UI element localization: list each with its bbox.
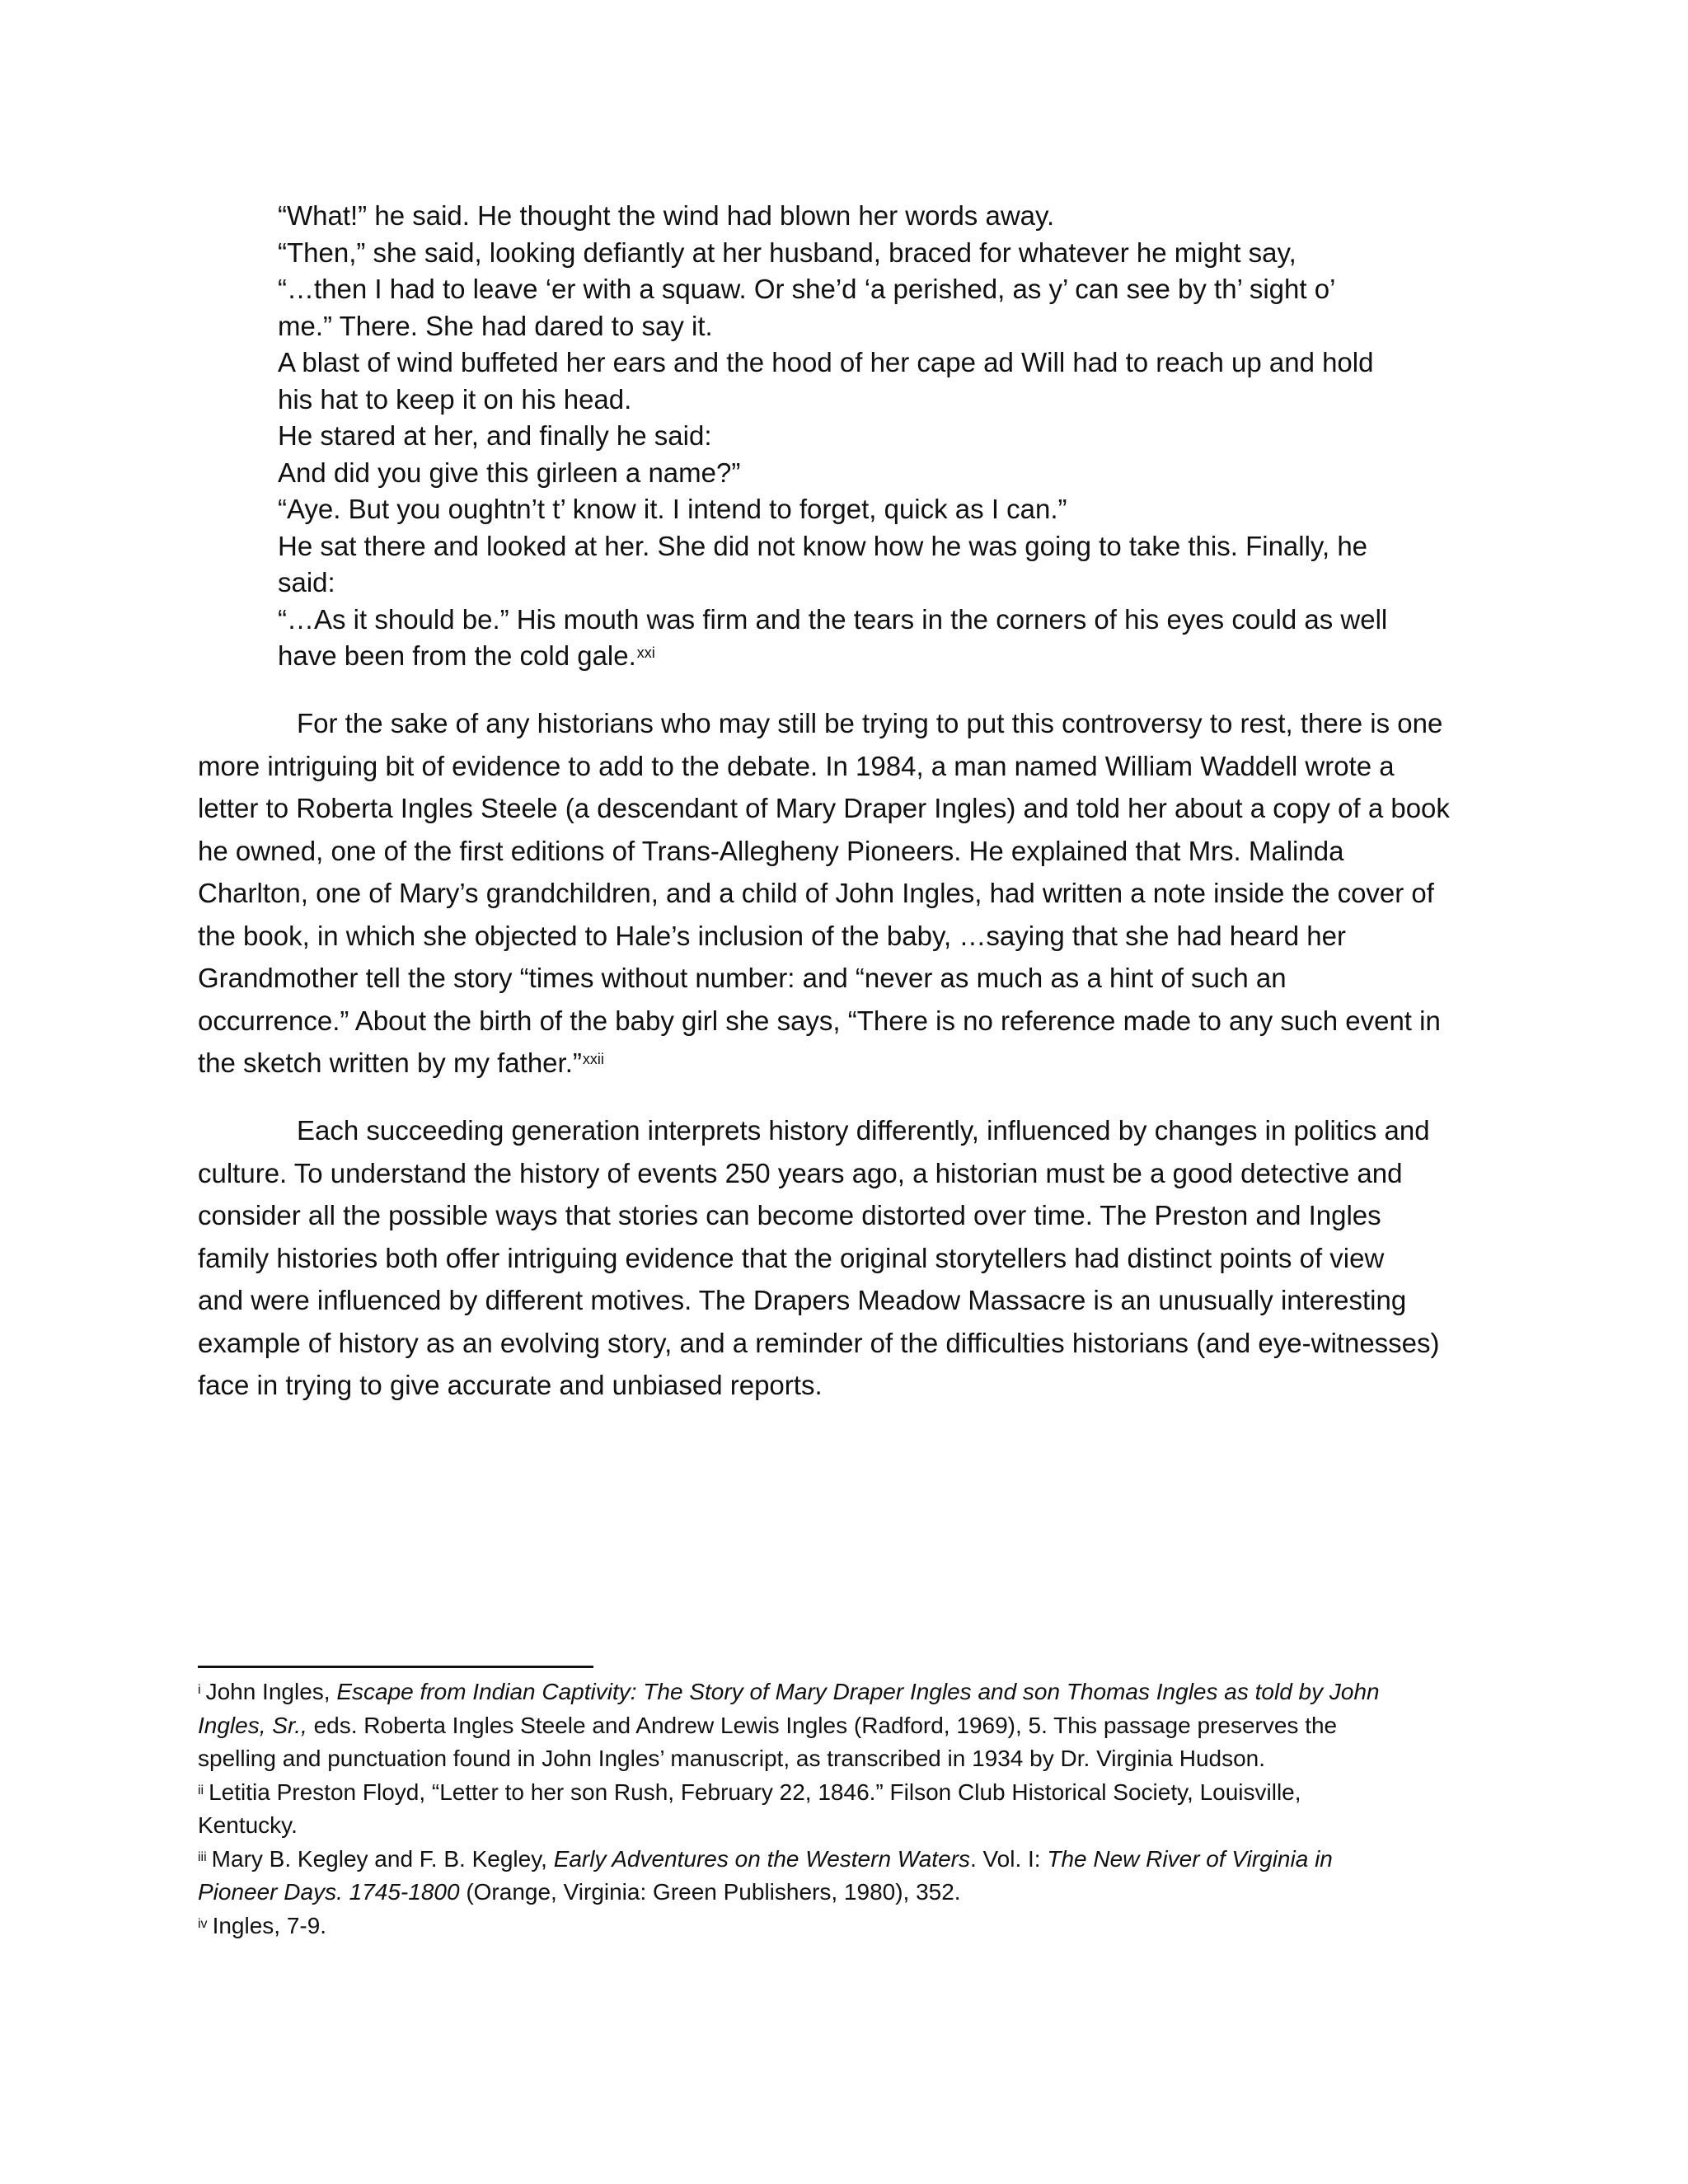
paragraph-line: more intriguing bit of evidence to add to the debate. In 1984, a man named William Waddell wrote a — [198, 750, 1395, 781]
dialogue-line: said: — [278, 567, 335, 598]
footnote-title: Escape from Indian Captivity: The Story of Mary Draper Ingles and son Thomas Ingles as told by John — [336, 1679, 1380, 1704]
dialogue-line: his hat to keep it on his head. — [278, 383, 632, 415]
footnote-line — [198, 1709, 1484, 1743]
dialogue-line — [278, 638, 1432, 675]
footnote-text: Ingles, 7-9. — [212, 1912, 327, 1938]
dialogue-line: “…As it should be.” His mouth was firm and the tears in the corners of his eyes could as well — [278, 603, 1388, 635]
paragraph-last-text: the sketch written by my father.” — [198, 1047, 582, 1078]
paragraph-line: Grandmother tell the story “times without number: and “never as much as a hint of such an — [198, 963, 1287, 993]
dialogue-block — [278, 198, 1432, 675]
paragraph-line: Charlton, one of Mary’s grandchildren, and a child of John Ingles, had written a note inside the cover of — [198, 878, 1434, 908]
dialogue-line: And did you give this girleen a name?” — [278, 457, 741, 488]
paragraph-line: For the sake of any historians who may still be trying to put this controversy to rest, there is one — [297, 708, 1443, 738]
dialogue-line: “Aye. But you oughtn’t t’ know it. I intend to forget, quick as I can.” — [278, 494, 1067, 524]
footnote-text: Letitia Preston Floyd, “Letter to her son Rush, February 22, 1846.” Filson Club Historical Society, Louisville, — [209, 1779, 1301, 1805]
footnote-text: John Ingles, — [205, 1679, 337, 1704]
paragraph-line: and were influenced by different motives. The Drapers Meadow Massacre is an unusually interesting — [198, 1285, 1407, 1315]
paragraph-conclusion — [198, 1109, 1484, 1407]
paragraph-evidence — [198, 702, 1484, 1085]
footnote-separator — [198, 1666, 593, 1668]
paragraph-line: face in trying to give accurate and unbiased reports. — [198, 1370, 823, 1400]
endnote-marker: xxii — [582, 1051, 604, 1067]
footnote-title: The New River of Virginia in — [1047, 1845, 1333, 1872]
footnote-line — [198, 1843, 1484, 1877]
footnote-title: Pioneer Days. 1745-1800 — [198, 1879, 460, 1905]
footnote-marker: ii — [198, 1783, 204, 1797]
paragraph-line: Each succeeding generation interprets history differently, influenced by changes in politics and — [297, 1115, 1430, 1146]
footnote-text: eds. Roberta Ingles Steele and Andrew Lewis Ingles (Radford, 1969), 5. This passage preserves the — [307, 1712, 1338, 1738]
footnote-marker: iv — [198, 1916, 208, 1931]
dialogue-line: “Then,” she said, looking defiantly at her husband, braced for whatever he might say, — [278, 237, 1296, 268]
dialogue-line: A blast of wind buffeted her ears and the hood of her cape ad Will had to reach up and hold — [278, 347, 1374, 377]
footnote-line: Kentucky. — [198, 1812, 298, 1838]
footnote-marker: iii — [198, 1849, 207, 1864]
footnote-marker: i — [198, 1683, 201, 1697]
paragraph-line: letter to Roberta Ingles Steele (a descendant of Mary Draper Ingles) and told her about a copy of a book — [198, 793, 1450, 823]
paragraph-line: example of history as an evolving story, and a reminder of the difficulties historians (and eye-witnesses) — [198, 1327, 1440, 1358]
dialogue-line: “…then I had to leave ‘er with a squaw. Or she’d ‘a perished, as y’ can see by th’ sight o’ — [278, 274, 1336, 304]
footnote-title: Early Adventures on the Western Waters — [553, 1845, 970, 1872]
endnote-marker: xxi — [636, 644, 655, 661]
paragraph-line: he owned, one of the first editions of Trans-Allegheny Pioneers. He explained that Mrs. Malinda — [198, 835, 1344, 866]
paragraph-line — [198, 1042, 1484, 1085]
footnote-text: (Orange, Virginia: Green Publishers, 1980), 352. — [459, 1879, 961, 1905]
dialogue-line: me.” There. She had dared to say it. — [278, 310, 713, 341]
paragraph-line: the book, in which she objected to Hale’s inclusion of the baby, …saying that she had heard her — [198, 920, 1346, 951]
footnote-line — [198, 1876, 1484, 1910]
paragraph-line: culture. To understand the history of events 250 years ago, a historian must be a good detective and — [198, 1157, 1403, 1188]
paragraph-line: occurrence.” About the birth of the baby girl she says, “There is no reference made to any such event in — [198, 1005, 1441, 1036]
footnote-text: Mary B. Kegley and F. B. Kegley, — [211, 1845, 554, 1872]
footnote-title: Ingles, Sr., — [198, 1712, 307, 1738]
paragraph-line: family histories both offer intriguing evidence that the original storytellers had distinct points of view — [198, 1242, 1385, 1273]
footnote-text: . Vol. I: — [969, 1845, 1048, 1872]
dialogue-line: He sat there and looked at her. She did not know how he was going to take this. Finally, he — [278, 530, 1368, 561]
footnote-line — [198, 1776, 1484, 1810]
paragraph-line: consider all the possible ways that stories can become distorted over time. The Preston and Ingles — [198, 1200, 1381, 1230]
footnote-line: spelling and punctuation found in John Ingles’ manuscript, as transcribed in 1934 by Dr. Virginia Hudson. — [198, 1746, 1266, 1771]
footnotes — [198, 1675, 1484, 1943]
footnote-line — [198, 1910, 1484, 1943]
dialogue-line: “What!” he said. He thought the wind had blown her words away. — [278, 200, 1055, 231]
dialogue-last-text: have been from the cold gale. — [278, 640, 636, 671]
footnote-line — [198, 1675, 1484, 1709]
dialogue-line: He stared at her, and finally he said: — [278, 420, 712, 451]
